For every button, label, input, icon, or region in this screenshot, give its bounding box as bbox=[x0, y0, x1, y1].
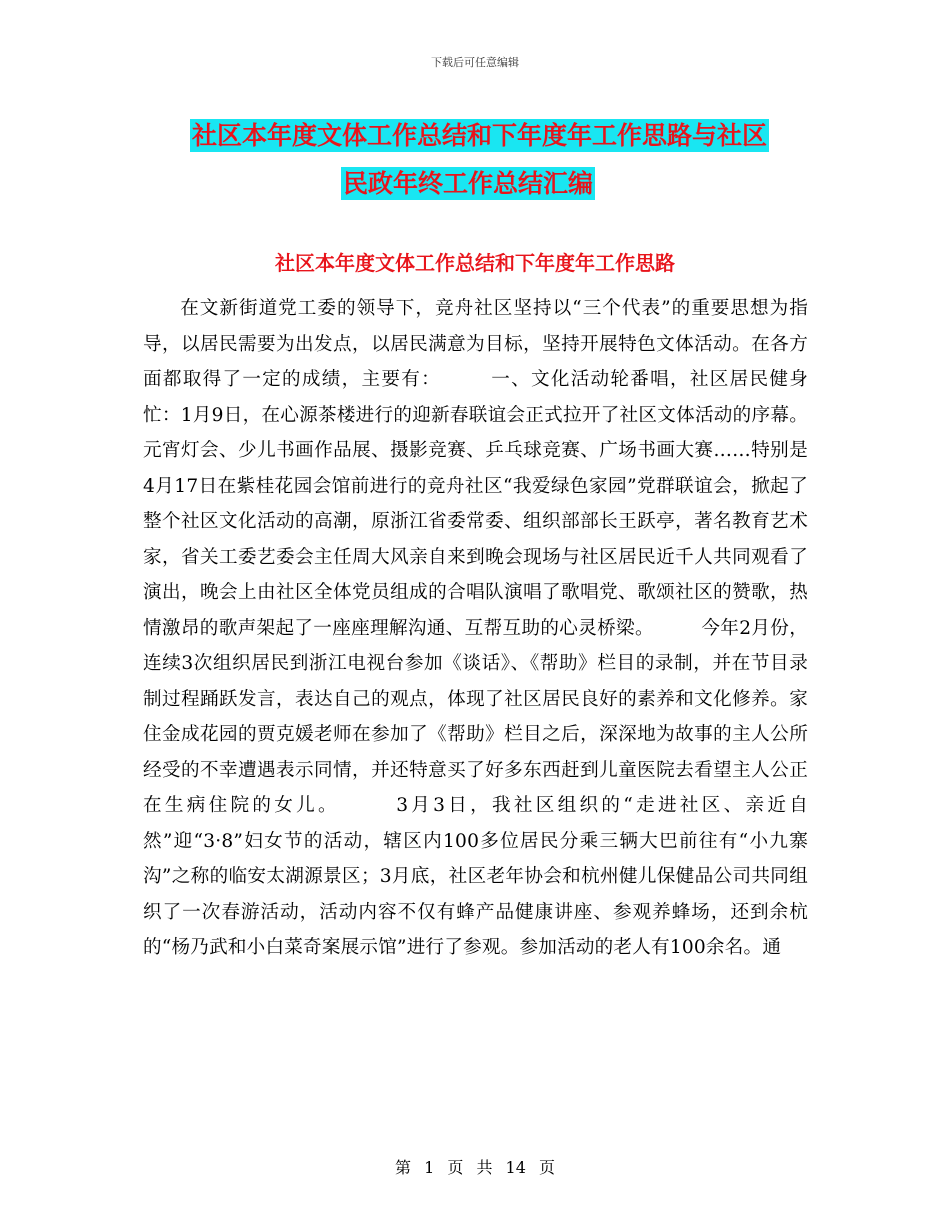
header-note: 下载后可任意编辑 bbox=[431, 56, 519, 69]
body-paragraph: 在文新街道党工委的领导下，竞舟社区坚持以“三个代表”的重要思想为指导，以居民需要为出发点，以居民满意为目标，坚持开展特色文体活动。在各方面都取得了一定的成绩，主要有： 一、文化活动轮番唱，社区居民健身忙：1月9日，在心源茶楼进行的迎新春联谊会正式拉开了社区文体活动的序幕。元宵灯会、少儿书画作品展、摄影竞赛、乒乓球竞赛、广场书画大赛……特别是4月17日在紫桂花园会馆前进行的竞舟社区“我爱绿色家园”党群联谊会，掀起了整个社区文化活动的高潮，原浙江省委常委、组织部部长王跃亭，著名教育艺术家，省关工委艺委会主任周大风亲自来到晚会现场与社区居民近千人共同观看了演出，晚会上由社区全体党员组成的合唱队演唱了歌唱党、歌颂社区的赞歌，热情激昂的歌声架起了一座座理解沟通、互帮互助的心灵桥梁。 今年2月份，连续3次组织居民到浙江电视台参加《谈话》、《帮助》栏目的录制，并在节目录制过程踊跃发言，表达自己的观点，体现了社区居民良好的素养和文化修养。家住金成花园的贾克媛老师在参加了《帮助》栏目之后，深深地为故事的主人公所经受的不幸遭遇表示同情，并还特意买了好多东西赶到儿童医院去看望主人公正在生病住院的女儿。 3月3日，我社区组织的“走进社区、亲近自然”迎“3·8”妇女节的活动，辖区内100多位居民分乘三辆大巴前往有“小九寨沟”之称的临安太湖源景区；3月底，社区老年协会和杭州健儿保健品公司共同组织了一次春游活动，活动内容不仅有蜂产品健康讲座、参观养蜂场，还到余杭的“杨乃武和小白菜奇案展示馆”进行了参观。参加活动的老人有100余名。通 bbox=[143, 298, 808, 958]
document-title bbox=[190, 112, 810, 208]
page-number: 第 1 页 共 14 页 bbox=[395, 1158, 555, 1177]
title-line-1: 社区本年度文体工作总结和下年度年工作思路与社区 bbox=[192, 121, 768, 150]
body-text bbox=[143, 291, 808, 966]
title-line-2: 民政年终工作总结汇编 bbox=[343, 169, 594, 198]
section-title: 社区本年度文体工作总结和下年度年工作思路 bbox=[275, 251, 675, 275]
